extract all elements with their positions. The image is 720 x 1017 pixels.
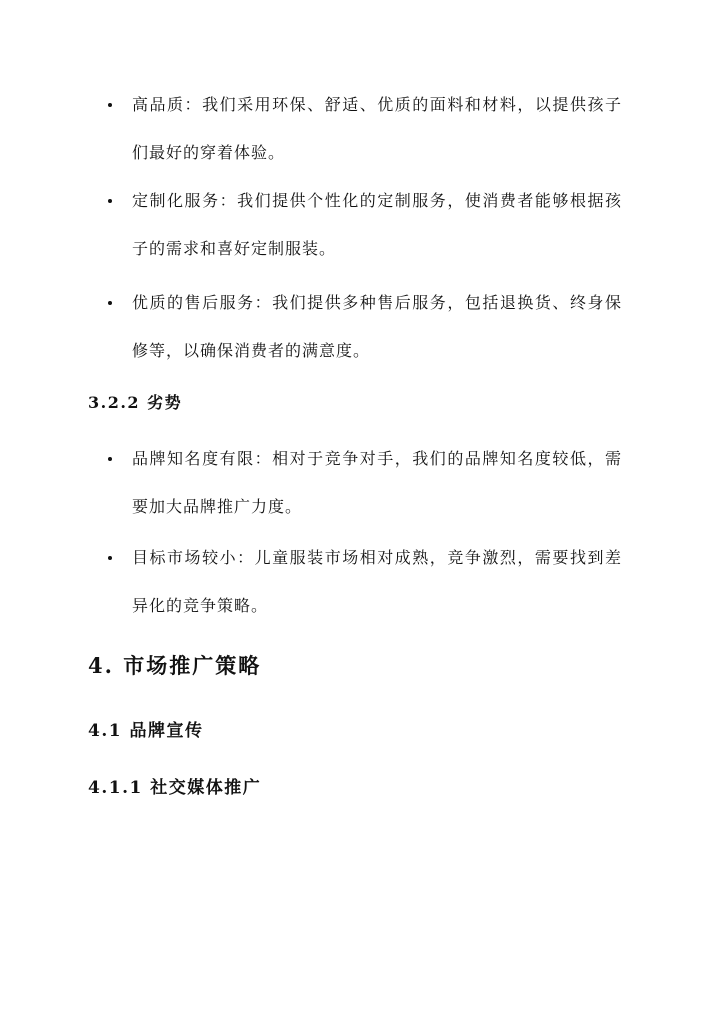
subsection-heading: 4.1.1 社交媒体推广: [88, 778, 262, 798]
bullet-icon: [108, 457, 112, 461]
list-item-text: 目标市场较小：儿童服装市场相对成熟，竞争激烈，需要找到差异化的竞争策略。: [132, 548, 622, 615]
bullet-icon: [108, 199, 112, 203]
section-heading: 4.1 品牌宣传: [88, 721, 204, 741]
list-item-text: 高品质：我们采用环保、舒适、优质的面料和材料，以提供孩子们最好的穿着体验。: [132, 95, 622, 162]
bullet-icon: [108, 103, 112, 107]
chapter-heading: 4. 市场推广策略: [88, 653, 262, 678]
list-item-text: 定制化服务：我们提供个性化的定制服务，使消费者能够根据孩子的需求和喜好定制服装。: [132, 191, 622, 258]
bullet-icon: [108, 556, 112, 560]
bullet-icon: [108, 301, 112, 305]
section-heading: 3.2.2 劣势: [88, 393, 183, 412]
list-item-text: 品牌知名度有限：相对于竞争对手，我们的品牌知名度较低，需要加大品牌推广力度。: [132, 449, 622, 516]
list-item-text: 优质的售后服务：我们提供多种售后服务，包括退换货、终身保修等，以确保消费者的满意度。: [132, 293, 622, 360]
